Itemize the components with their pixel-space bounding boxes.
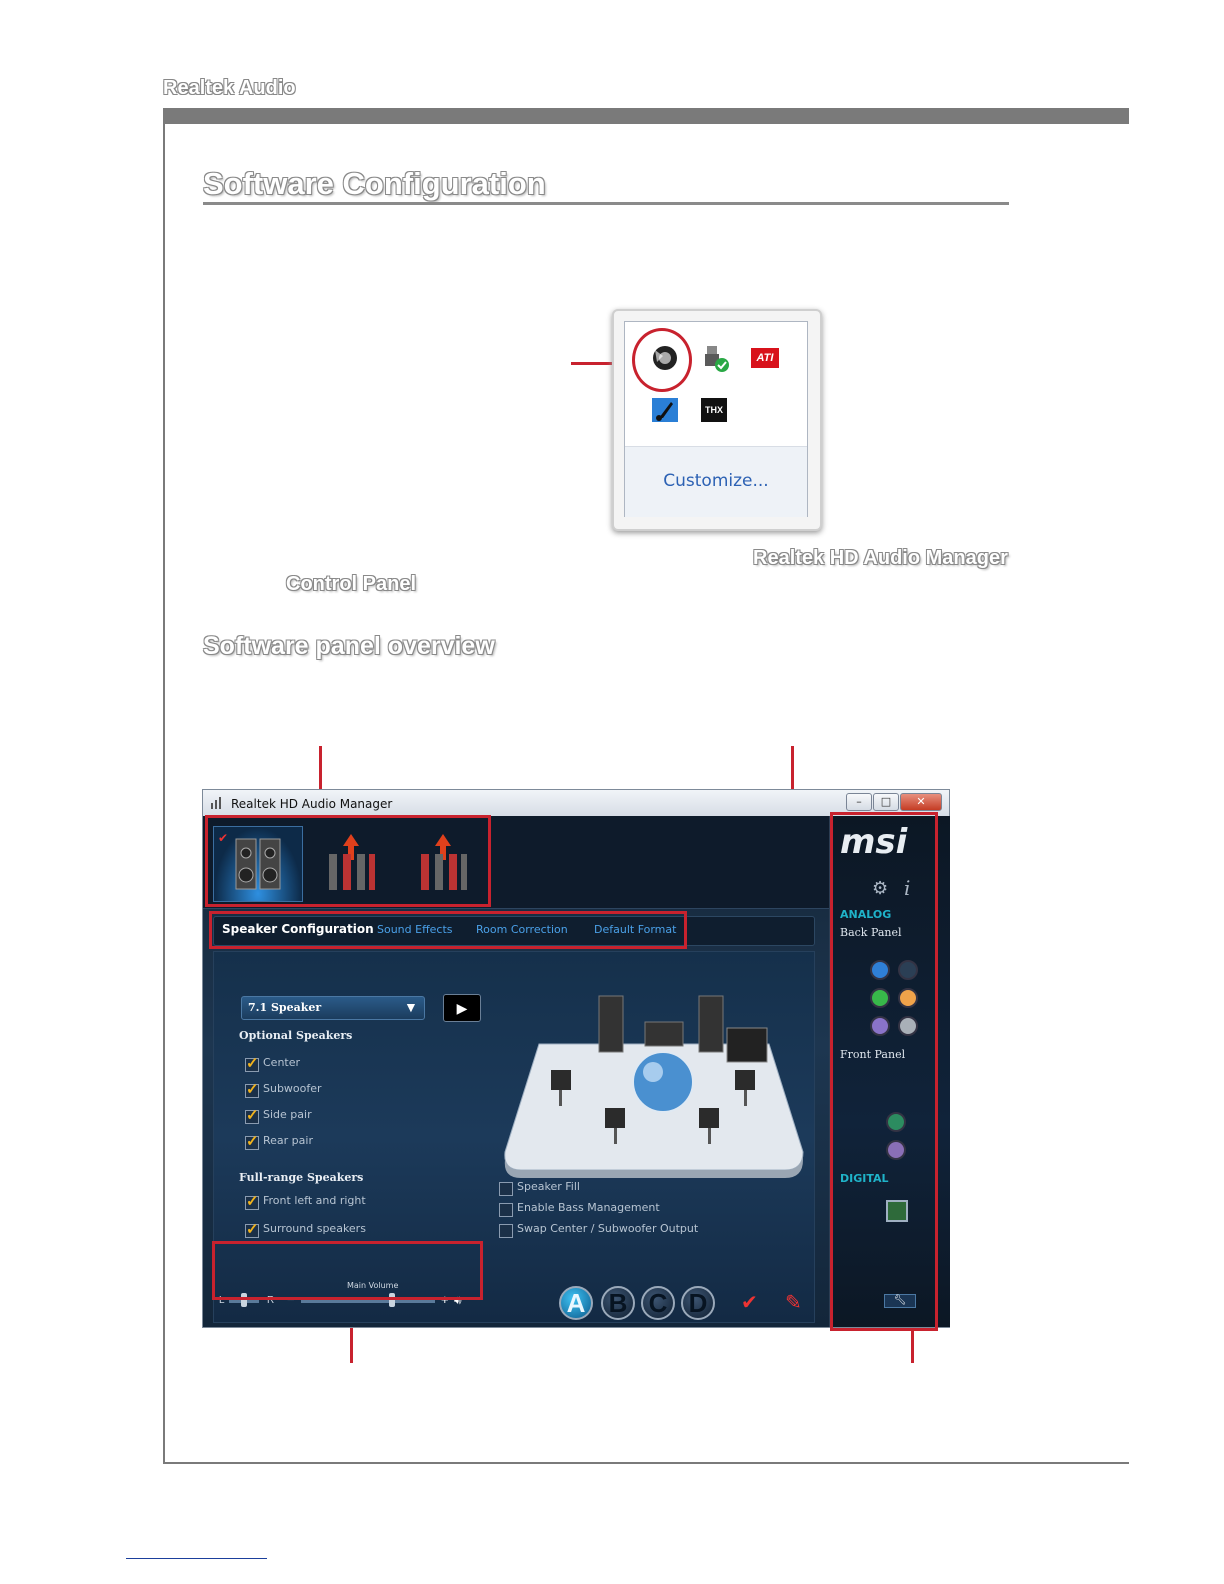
digital-label: DIGITAL	[840, 1172, 889, 1185]
selected-check-icon: ✔	[218, 831, 229, 845]
minimize-button[interactable]: –	[846, 793, 872, 811]
tab-sound-effects[interactable]: Sound Effects	[377, 923, 453, 936]
speaker-config-value: 7.1 Speaker	[248, 1001, 322, 1014]
main-panel: ✔ Speaker Configuration Sound Effects Room Correction Default Format 7.1 Speaker ▼ ▶ Optional Speakers ✓ Center ✓ Subwoofer ✓ Side pair ✓ Rear pair Full-range Speakers ✓ Front left and right ✓ Surround speakers Speaker Fill Enable Bass Management Swap Center / Subwoofer Output Main Volume L R − + 🔊︎ A B C D ✔ ✎	[203, 816, 829, 1327]
window-title: Realtek HD Audio Manager	[231, 797, 393, 811]
checkmark-icon: ✓	[246, 1107, 259, 1124]
checkmark-icon: ✓	[246, 1055, 259, 1072]
app-icon	[211, 797, 225, 809]
maximize-button[interactable]: □	[873, 793, 899, 811]
optional-speakers-title: Optional Speakers	[239, 1029, 353, 1042]
close-button[interactable]: ✕	[900, 793, 942, 811]
settings-tabs-highlight	[209, 911, 687, 949]
volume-plus[interactable]: +	[441, 1292, 449, 1307]
preset-c-button[interactable]: C	[641, 1286, 675, 1320]
chevron-down-icon: ▼	[404, 999, 418, 1015]
speaker-config-select[interactable]	[241, 996, 425, 1020]
preset-a-button[interactable]: A	[559, 1286, 593, 1320]
checkmark-icon: ✓	[246, 1133, 259, 1150]
section-subtitle: Software panel overview	[203, 632, 495, 660]
analog-label: ANALOG	[840, 908, 892, 921]
checkmark-icon: ✓	[246, 1221, 259, 1238]
volume-highlight	[212, 1241, 483, 1300]
volume-minus[interactable]: −	[287, 1292, 295, 1307]
info-icon[interactable]: i	[904, 876, 911, 900]
music-app-icon[interactable]	[651, 396, 679, 426]
main-volume-label: Main Volume	[347, 1281, 399, 1290]
delete-preset-icon[interactable]: ✎	[785, 1292, 802, 1314]
thx-icon[interactable]: THX	[701, 398, 727, 422]
preset-b-button[interactable]: B	[601, 1286, 635, 1320]
header-bar	[163, 108, 1129, 124]
left-margin-rule	[163, 108, 165, 1464]
speaker-layout-stage	[499, 992, 805, 1182]
balance-left-label: L	[219, 1295, 225, 1306]
tab-default-format[interactable]: Default Format	[594, 923, 677, 936]
realtek-manager-ref: Realtek HD Audio Manager	[753, 547, 1008, 569]
bottom-rule	[163, 1462, 1129, 1464]
tab-room-correction[interactable]: Room Correction	[476, 923, 568, 936]
save-preset-icon[interactable]: ✔	[741, 1292, 758, 1314]
balance-right-label: R	[267, 1295, 275, 1306]
checkmark-icon: ✓	[246, 1193, 259, 1210]
usb-safe-remove-icon[interactable]	[703, 344, 731, 374]
title-underline	[203, 202, 1009, 205]
full-range-title: Full-range Speakers	[239, 1171, 364, 1184]
callout-line-sidepanel	[911, 1328, 914, 1363]
msi-logo: msi	[840, 822, 908, 862]
ati-icon[interactable]: ATI	[751, 348, 779, 368]
gear-icon[interactable]: ⚙︎	[872, 878, 889, 898]
customize-link[interactable]: Customize...	[625, 446, 807, 517]
connector-panel-highlight	[830, 812, 938, 1331]
tray-icon-highlight	[632, 328, 692, 392]
device-tabs-highlight	[205, 815, 491, 907]
section-label: Realtek Audio	[163, 77, 296, 99]
checkmark-icon: ✓	[246, 1081, 259, 1098]
footer-link-underline	[126, 1558, 267, 1559]
front-panel-label: Front Panel	[840, 1048, 906, 1061]
control-panel-ref: Control Panel	[286, 573, 417, 595]
wrench-icon[interactable]: 🔧︎	[884, 1294, 916, 1308]
tab-speaker-configuration[interactable]: Speaker Configuration	[222, 922, 374, 936]
main-volume-slider[interactable]	[301, 1300, 435, 1303]
back-panel-label: Back Panel	[840, 926, 902, 939]
play-test-button[interactable]: ▶	[443, 994, 481, 1022]
preset-d-button[interactable]: D	[681, 1286, 715, 1320]
page-title: Software Configuration	[203, 166, 546, 201]
speaker-volume-icon[interactable]: 🔊︎	[454, 1293, 462, 1307]
